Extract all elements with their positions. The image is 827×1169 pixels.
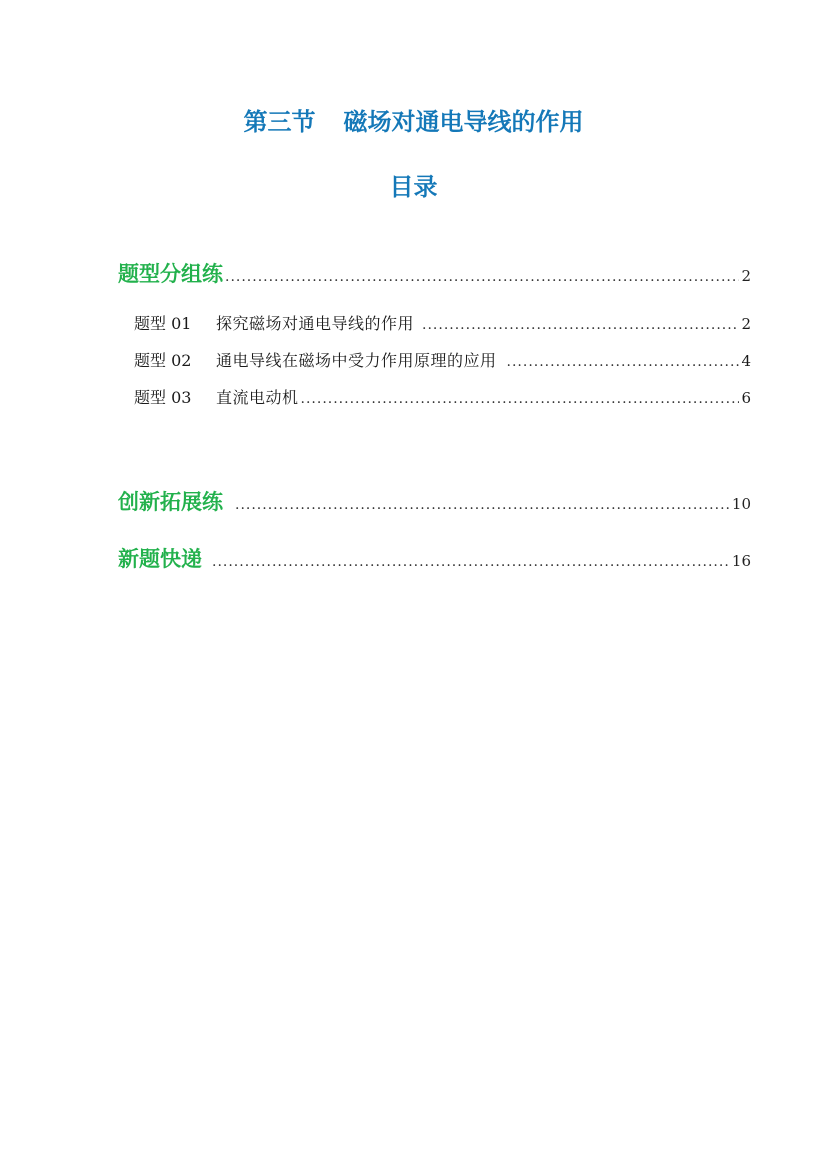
toc-section-label: 创新拓展练 <box>118 490 223 514</box>
toc-page-number: 16 <box>731 552 751 570</box>
toc-leader-dots <box>301 387 740 411</box>
toc-section-row[interactable] <box>118 488 751 516</box>
toc-leader-dots <box>225 269 739 285</box>
toc-page-number: 2 <box>741 315 751 333</box>
toc-section-label: 新题快递 <box>118 547 202 571</box>
toc-subitem-row[interactable] <box>134 312 751 337</box>
toc-leader-dots <box>507 350 740 374</box>
document-title-text: 磁场对通电导线的作用 <box>343 108 584 136</box>
toc-section-row[interactable] <box>118 260 751 288</box>
toc-subitem-text: 直流电动机 <box>216 388 299 407</box>
document-title-section: 第三节 <box>243 108 316 136</box>
toc-subitem-number: 题型 03 <box>134 388 192 407</box>
document-title <box>0 106 827 138</box>
toc-leader-dots <box>422 313 739 337</box>
toc-subitem-number: 题型 01 <box>134 314 192 333</box>
toc-page-number: 6 <box>741 389 751 407</box>
toc-section-label: 题型分组练 <box>118 262 223 286</box>
toc-leader-dots <box>235 497 730 513</box>
toc-subitem-text: 通电导线在磁场中受力作用原理的应用 <box>216 351 497 370</box>
toc-heading: 目录 <box>389 173 438 201</box>
toc-leader-dots <box>212 554 730 570</box>
toc-page-number: 10 <box>731 495 751 513</box>
toc-subitem-row[interactable] <box>134 386 751 411</box>
toc-page-number: 2 <box>741 267 751 285</box>
toc-subitem-text: 探究磁场对通电导线的作用 <box>216 314 415 333</box>
toc-subitem-row[interactable] <box>134 349 751 374</box>
toc-page-number: 4 <box>741 352 751 370</box>
toc-subitem-number: 题型 02 <box>134 351 192 370</box>
toc-section-row[interactable] <box>118 545 751 573</box>
